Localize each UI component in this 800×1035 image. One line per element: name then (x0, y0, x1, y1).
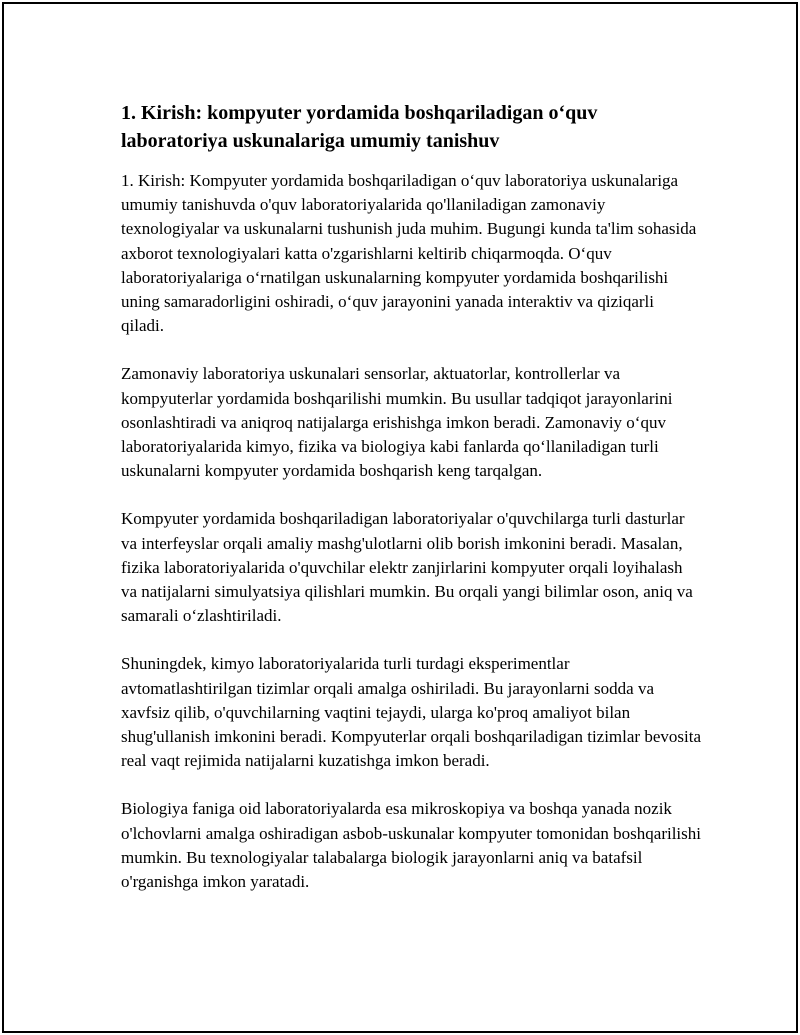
paragraph-intro: 1. Kirish: Kompyuter yordamida boshqariladigan o‘quv laboratoriya uskunalariga umumiy tanishuvda o'quv laboratoriyalarida qo'llaniladigan zamonaviy texnologiyalar va uskunalarni tushunish juda muhim. Bugungi kunda ta'lim sohasida axborot texnologiyalari katta o'zgarishlarni keltirib chiqarmoqda. O‘quv laboratoriyalariga o‘rnatilgan uskunalarning kompyuter yordamida boshqarilishi uning samaradorligini oshiradi, o‘quv jarayonini yanada interaktiv va qiziqarli qiladi. (121, 171, 697, 336)
page-frame (2, 2, 798, 1033)
document-title: 1. Kirish: kompyuter yordamida boshqariladigan o‘quv laboratoriya uskunalariga umumiy tanishuv (121, 102, 598, 152)
paragraph-computer-labs: Kompyuter yordamida boshqariladigan laboratoriyalar o'quvchilarga turli dasturlar va interfeyslar orqali amaliy mashg'ulotlarni olib borish imkonini beradi. Masalan, fizika laboratoriyalarida o'quvchilar elektr zanjirlarini kompyuter orqali loyihalash va natijalarni simulyatsiya qilishlari mumkin. Bu orqali yangi bilimlar oson, aniq va samarali o‘zlashtiriladi. (121, 509, 693, 626)
document-body (121, 99, 701, 918)
paragraph-chemistry-labs: Shuningdek, kimyo laboratoriyalarida turli turdagi eksperimentlar avtomatlashtirilgan tizimlar orqali amalga oshiriladi. Bu jarayonlarni sodda va xavfsiz qilib, o'quvchilarning vaqtini tejaydi, ularga ko'proq amaliyot bilan shug'ullanish imkonini beradi. Kompyuterlar orqali boshqariladigan tizimlar bevosita real vaqt rejimida natijalarni kuzatishga imkon beradi. (121, 654, 701, 771)
paragraph-biology-labs: Biologiya faniga oid laboratoriyalarda esa mikroskopiya va boshqa yanada nozik o'lchovlarni amalga oshiradigan asbob-uskunalar kompyuter tomonidan boshqarilishi mumkin. Bu texnologiyalar talabalarga biologik jarayonlarni aniq va batafsil o'rganishga imkon yaratadi. (121, 799, 701, 892)
paragraph-modern-equipment: Zamonaviy laboratoriya uskunalari sensorlar, aktuatorlar, kontrollerlar va kompyuterlar yordamida boshqarilishi mumkin. Bu usullar tadqiqot jarayonlarini osonlashtiradi va aniqroq natijalarga erishishga imkon beradi. Zamonaviy o‘quv laboratoriyalarida kimyo, fizika va biologiya kabi fanlarda qo‘llaniladigan turli uskunalarni kompyuter yordamida boshqarish keng tarqalgan. (121, 364, 673, 481)
